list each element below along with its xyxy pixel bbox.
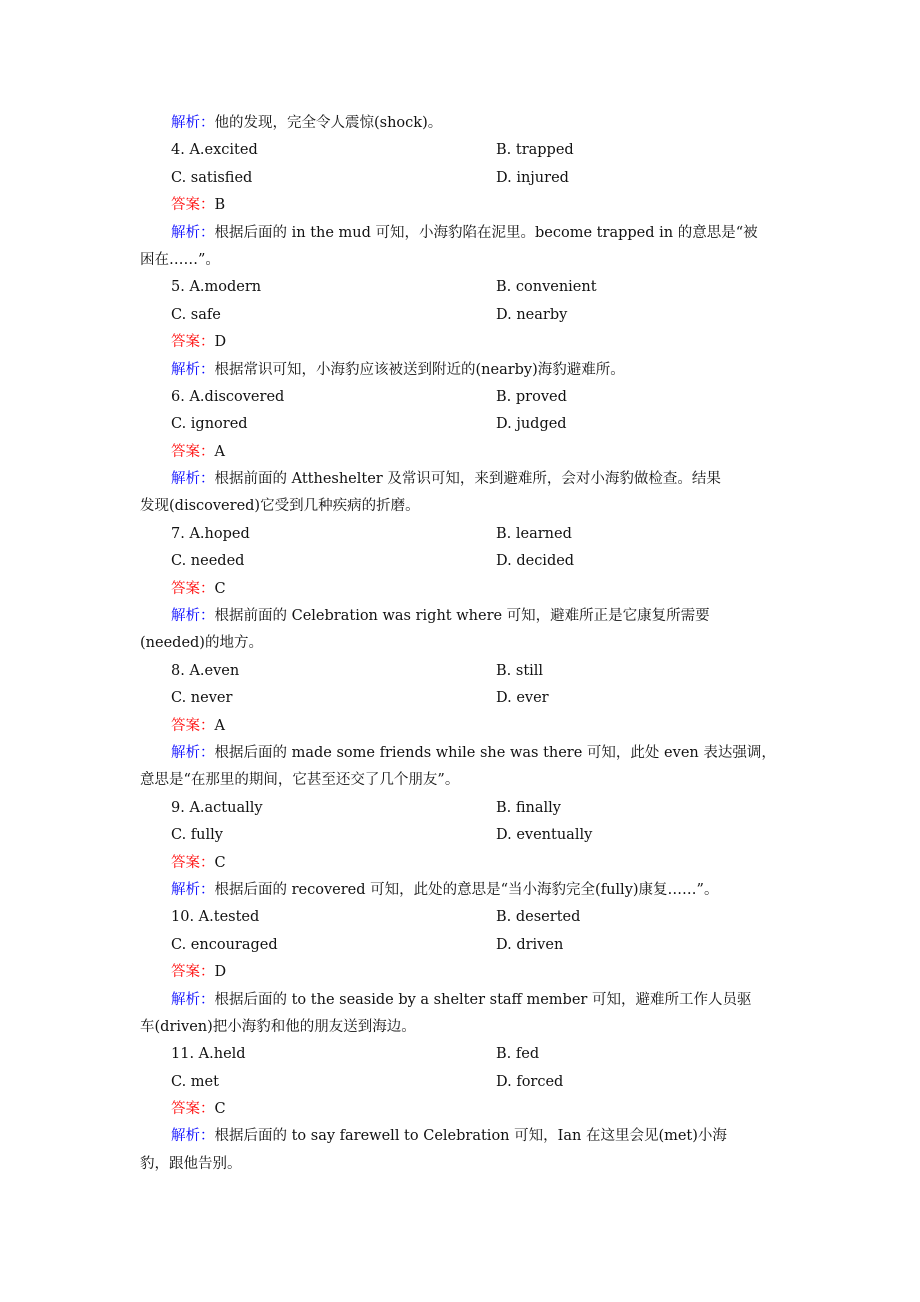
options-row-ab	[140, 658, 800, 685]
options-row-ab	[140, 904, 800, 931]
option-b: B. trapped	[496, 142, 574, 159]
analysis-line	[140, 740, 800, 767]
answer-line	[140, 576, 800, 603]
option-b: B. still	[496, 662, 544, 679]
answer-value: A	[214, 717, 225, 734]
analysis-label: 解析：	[171, 881, 215, 898]
answer-line	[140, 329, 800, 356]
option-c: C. encouraged	[171, 936, 278, 953]
options-row-cd	[140, 302, 800, 329]
analysis-block	[140, 220, 800, 275]
option-c: C. met	[171, 1073, 219, 1090]
answer-label: 答案：	[171, 580, 215, 597]
option-c: C. needed	[171, 553, 245, 570]
analysis-label: 解析：	[171, 361, 215, 378]
analysis-line	[140, 603, 800, 630]
question-block	[140, 904, 800, 1041]
analysis-label: 解析：	[171, 471, 215, 488]
analysis-block	[140, 987, 800, 1042]
analysis-line	[140, 1123, 800, 1150]
intro-analysis	[140, 110, 800, 137]
answer-label: 答案：	[171, 854, 215, 871]
option-a: A.held	[198, 1046, 246, 1063]
option-d: D. forced	[496, 1073, 564, 1090]
options-row-cd	[140, 548, 800, 575]
option-c: C. never	[171, 690, 233, 707]
analysis-text: 根据前面的 Celebration was right where 可知，避难所正是它康复所需要	[214, 608, 710, 625]
option-a: A.excited	[189, 142, 258, 159]
question-number: 5.	[171, 279, 190, 296]
question-number: 11.	[171, 1046, 199, 1063]
option-d: D. decided	[496, 553, 575, 570]
options-row-cd	[140, 822, 800, 849]
answer-value: D	[214, 334, 227, 351]
option-c: C. ignored	[171, 416, 248, 433]
option-b: B. fed	[496, 1046, 540, 1063]
question-number: 8.	[171, 662, 190, 679]
option-d: D. driven	[496, 936, 564, 953]
option-c: C. safe	[171, 306, 221, 323]
analysis-text: 根据后面的 recovered 可知，此处的意思是“当小海豹完全(fully)康复……”。	[214, 881, 719, 898]
analysis-label: 解析：	[171, 744, 215, 761]
analysis-block	[140, 603, 800, 658]
options-row-cd	[140, 1069, 800, 1096]
question-block	[140, 384, 800, 521]
options-row-cd	[140, 411, 800, 438]
answer-label: 答案：	[171, 197, 215, 214]
option-a: A.tested	[198, 909, 260, 926]
analysis-line	[140, 987, 800, 1014]
answer-line	[140, 1096, 800, 1123]
analysis-block	[140, 357, 800, 384]
option-b: B. convenient	[496, 279, 597, 296]
options-row-ab	[140, 274, 800, 301]
question-block	[140, 521, 800, 658]
answer-line	[140, 192, 800, 219]
option-b: B. proved	[496, 388, 567, 405]
option-c: C. fully	[171, 827, 223, 844]
analysis-text: 意思是“在那里的期间，它甚至还交了几个朋友”。	[140, 772, 460, 789]
analysis-text: 根据前面的 Attheshelter 及常识可知，来到避难所，会对小海豹做检查。结果	[214, 471, 721, 488]
question-number: 7.	[171, 525, 190, 542]
analysis-line	[140, 493, 800, 520]
option-d: D. judged	[496, 416, 567, 433]
answer-value: C	[214, 854, 226, 871]
option-d: D. nearby	[496, 306, 568, 323]
analysis-text: 根据后面的 in the mud 可知，小海豹陷在泥里。become trapped in 的意思是“被	[214, 224, 758, 241]
analysis-text: 根据后面的 made some friends while she was there 可知，此处 even 表达强调，	[214, 744, 776, 761]
analysis-text: 根据后面的 to say farewell to Celebration 可知，Ian 在这里会见(met)小海	[214, 1128, 727, 1145]
analysis-block	[140, 877, 800, 904]
answer-label: 答案：	[171, 717, 215, 734]
question-number: 9.	[171, 799, 190, 816]
option-a: A.discovered	[189, 388, 285, 405]
analysis-block	[140, 1123, 800, 1178]
answer-line	[140, 959, 800, 986]
options-row-ab	[140, 1041, 800, 1068]
options-row-cd	[140, 685, 800, 712]
answer-value: B	[214, 197, 226, 214]
options-row-ab	[140, 384, 800, 411]
analysis-line	[140, 1151, 800, 1178]
analysis-text: (needed)的地方。	[140, 635, 263, 652]
answer-label: 答案：	[171, 334, 215, 351]
question-number: 4.	[171, 142, 190, 159]
option-d: D. injured	[496, 169, 569, 186]
question-block	[140, 658, 800, 795]
analysis-label: 解析：	[171, 115, 215, 131]
analysis-line	[140, 877, 800, 904]
options-row-cd	[140, 165, 800, 192]
analysis-line	[140, 630, 800, 657]
answer-label: 答案：	[171, 964, 215, 981]
analysis-line	[140, 247, 800, 274]
answer-line	[140, 850, 800, 877]
analysis-label: 解析：	[171, 224, 215, 241]
analysis-line	[140, 357, 800, 384]
answer-value: A	[214, 443, 225, 460]
analysis-text: 根据常识可知，小海豹应该被送到附近的(nearby)海豹避难所。	[214, 361, 625, 378]
option-a: A.hoped	[189, 525, 250, 542]
option-b: B. deserted	[496, 909, 581, 926]
answer-line	[140, 713, 800, 740]
analysis-line	[140, 220, 800, 247]
analysis-text: 他的发现，完全令人震惊(shock)。	[214, 115, 443, 131]
option-a: A.modern	[189, 279, 262, 296]
question-block	[140, 795, 800, 905]
option-a: A.even	[189, 662, 240, 679]
analysis-block	[140, 740, 800, 795]
question-block	[140, 1041, 800, 1178]
options-row-ab	[140, 795, 800, 822]
analysis-line	[140, 1014, 800, 1041]
analysis-block	[140, 466, 800, 521]
analysis-label: 解析：	[171, 1128, 215, 1145]
answer-label: 答案：	[171, 443, 215, 460]
option-b: B. learned	[496, 525, 572, 542]
question-list	[140, 137, 800, 1178]
answer-line	[140, 439, 800, 466]
answer-value: C	[214, 1101, 226, 1118]
option-b: B. finally	[496, 799, 561, 816]
analysis-label: 解析：	[171, 608, 215, 625]
question-number: 6.	[171, 388, 190, 405]
question-block	[140, 274, 800, 384]
analysis-line	[140, 767, 800, 794]
options-row-ab	[140, 521, 800, 548]
answer-label: 答案：	[171, 1101, 215, 1118]
question-number: 10.	[171, 909, 199, 926]
option-a: A.actually	[189, 799, 263, 816]
options-row-cd	[140, 932, 800, 959]
option-d: D. ever	[496, 690, 549, 707]
option-c: C. satisfied	[171, 169, 253, 186]
analysis-text: 豹，跟他告别。	[140, 1155, 242, 1172]
analysis-text: 根据后面的 to the seaside by a shelter staff member 可知，避难所工作人员驱	[214, 991, 752, 1008]
answer-value: D	[214, 964, 227, 981]
options-row-ab	[140, 137, 800, 164]
analysis-text: 发现(discovered)它受到几种疾病的折磨。	[140, 498, 420, 515]
document-page	[140, 110, 800, 1178]
analysis-label: 解析：	[171, 991, 215, 1008]
analysis-text: 车(driven)把小海豹和他的朋友送到海边。	[140, 1018, 416, 1035]
question-block	[140, 137, 800, 274]
answer-value: C	[214, 580, 226, 597]
analysis-line	[140, 466, 800, 493]
analysis-text: 困在……”。	[140, 251, 220, 268]
option-d: D. eventually	[496, 827, 593, 844]
